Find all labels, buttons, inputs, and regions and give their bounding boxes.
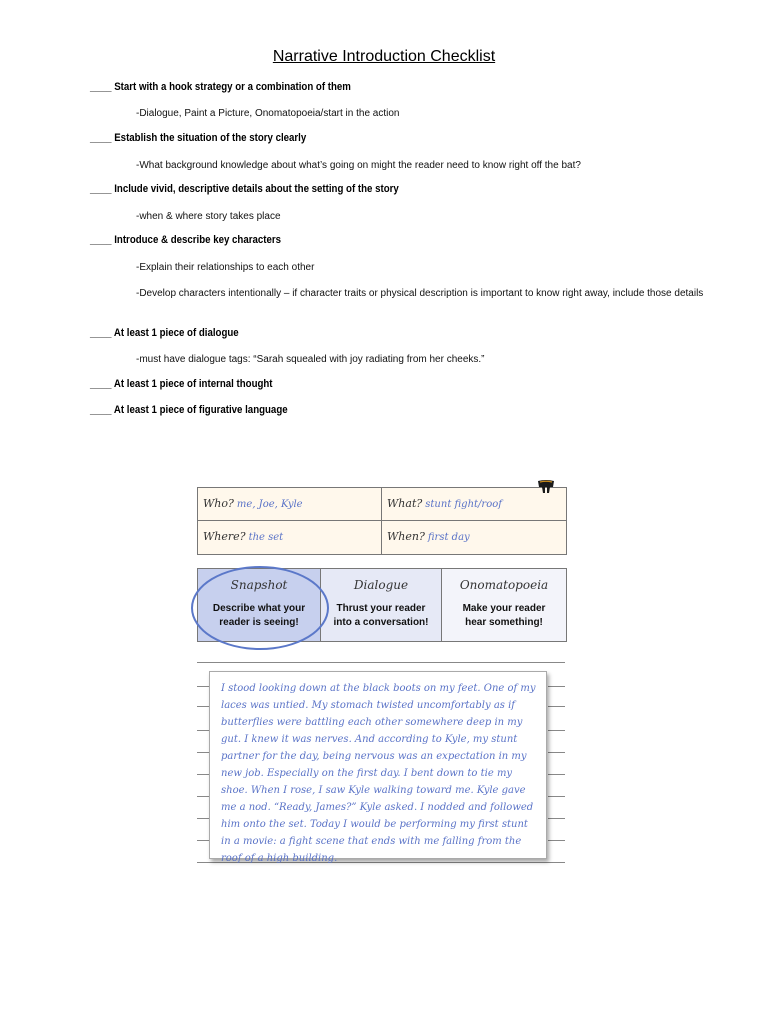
- checklist-note-characters-2: -Develop characters intentionally – if character traits or physical description is important to know right away, include those details: [136, 288, 704, 299]
- paper-rule-line: [548, 752, 565, 753]
- grid-divider-horizontal: [198, 520, 566, 521]
- checklist-note-situation: -What background knowledge about what’s going on might the reader need to know right off the bat?: [136, 160, 581, 171]
- checklist-note-hook: -Dialogue, Paint a Picture, Onomatopoeia/start in the action: [136, 108, 400, 119]
- checklist-item-dialogue: ____ At least 1 piece of dialogue: [90, 327, 239, 339]
- where-cell: [198, 521, 381, 553]
- checklist-item-figurative-language: ____ At least 1 piece of figurative language: [90, 404, 288, 416]
- hook-dialogue-title: Dialogue: [353, 578, 409, 592]
- checklist-note-dialogue: -must have dialogue tags: “Sarah squealed with joy radiating from her cheeks.”: [136, 354, 485, 365]
- checklist-item-characters: ____ Introduce & describe key characters: [90, 234, 282, 246]
- example-paragraph-card: [209, 671, 547, 864]
- checklist-item-situation: ____ Establish the situation of the story clearly: [90, 132, 307, 144]
- paper-rule-line: [197, 706, 209, 707]
- who-cell: [198, 488, 381, 520]
- paper-rule-line: [197, 796, 209, 797]
- when-cell: [382, 521, 565, 553]
- hook-onomatopoeia-desc: Make your reader hear something!: [462, 603, 546, 628]
- paper-rule-line: [548, 818, 565, 819]
- what-label: What?: [387, 497, 423, 510]
- snapshot-highlight-circle: [191, 566, 329, 650]
- paper-rule-line: [548, 840, 565, 841]
- where-label: Where?: [203, 530, 246, 543]
- story-organizer: [197, 487, 567, 555]
- paper-rule-line: [548, 686, 565, 687]
- checklist-item-internal-thought: ____ At least 1 piece of internal thought: [90, 378, 273, 390]
- hook-dialogue: [321, 569, 442, 641]
- paper-rule-line: [548, 730, 565, 731]
- grid-divider-vertical: [381, 488, 382, 554]
- paper-rule-line: [197, 662, 565, 663]
- paper-rule-line: [548, 796, 565, 797]
- where-answer: the set: [248, 532, 284, 543]
- checklist-item-setting: ____ Include vivid, descriptive details about the setting of the story: [90, 183, 399, 195]
- who-label: Who?: [203, 497, 234, 510]
- hook-dialogue-desc: Thrust your reader into a conversation!: [333, 603, 429, 628]
- when-label: When?: [387, 530, 425, 543]
- paper-rule-line: [197, 752, 209, 753]
- paper-rule-line: [197, 818, 209, 819]
- what-answer: stunt fight/roof: [425, 499, 502, 510]
- checklist-item-hook: ____ Start with a hook strategy or a combination of them: [90, 81, 351, 93]
- paper-rule-line: [548, 774, 565, 775]
- hook-onomatopoeia-title: Onomatopoeia: [459, 578, 549, 592]
- hook-snapshot-desc: Describe what your reader is seeing!: [212, 603, 306, 628]
- page-title: Narrative Introduction Checklist: [272, 48, 496, 65]
- paper-rule-line: [197, 686, 209, 687]
- binder-clip-icon: [537, 479, 555, 495]
- hook-onomatopoeia: [442, 569, 566, 641]
- checklist-note-characters-1: -Explain their relationships to each other: [136, 262, 315, 273]
- paper-rule-line: [197, 774, 209, 775]
- checklist-note-setting: -when & where story takes place: [136, 211, 281, 222]
- paper-rule-line: [197, 840, 209, 841]
- who-answer: me, Joe, Kyle: [236, 499, 303, 510]
- paper-rule-line: [197, 730, 209, 731]
- when-answer: first day: [427, 532, 470, 543]
- hook-snapshot-title: Snapshot: [230, 578, 288, 592]
- paper-rule-line: [548, 706, 565, 707]
- example-paragraph: I stood looking down at the black boots on my feet. One of my laces was untied. My stomach twisted uncomfortably as if butterflies were battling each other somewhere deep in my gut. I knew it was nerves. And according to Kyle, my stunt partner for the day, being nervous was an expectation in my new job. Especially on the first day. I bent down to tie my shoe. When I rose, I saw Kyle walking toward me. Kyle gave me a nod. “Ready, James?” Kyle asked. I nodded and followed him onto the set. Today I would be performing my first stunt in a movie: a fight scene that ends with me falling from the roof of a high building.: [221, 683, 536, 864]
